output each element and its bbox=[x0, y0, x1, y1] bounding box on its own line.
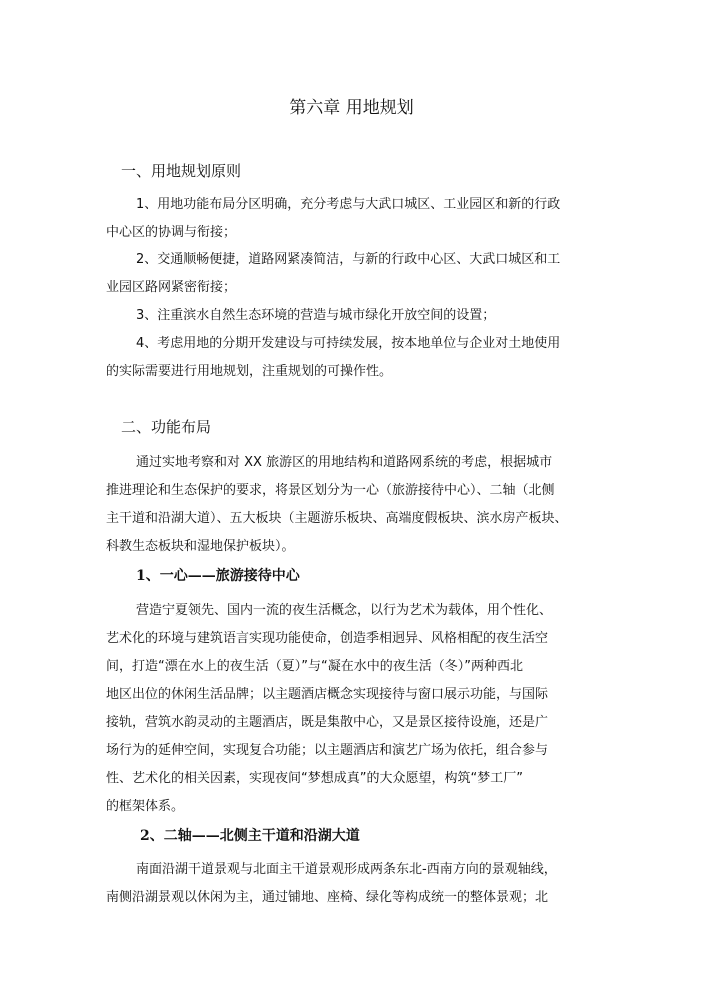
section-heading: 二、功能布局 bbox=[121, 418, 212, 436]
paragraph-line: 性、艺术化的相关因素，实现夜间“梦想成真”的大众愿望，构筑“梦工厂” bbox=[106, 771, 523, 786]
paragraph-line: 艺术化的环境与建筑语言实现功能使命，创造季相迥异、风格相配的夜生活空 bbox=[106, 631, 549, 646]
paragraph-line: 的实际需要进行用地规划，注重规划的可操作性。 bbox=[106, 364, 393, 379]
paragraph-line: 4、考虑用地的分期开发建设与可持续发展，按本地单位与企业对土地使用 bbox=[136, 336, 561, 351]
paragraph-line: 的框架体系。 bbox=[106, 799, 185, 814]
paragraph-line: 场行为的延伸空间，实现复合功能；以主题酒店和演艺广场为依托，组合参与 bbox=[106, 743, 549, 758]
paragraph-line: 地区出位的休闲生活品牌；以主题酒店概念实现接待与窗口展示功能，与国际 bbox=[106, 687, 549, 702]
paragraph-line: 2、交通顺畅便捷，道路网紧凑简洁，与新的行政中心区、大武口城区和工 bbox=[136, 252, 561, 267]
subsection-heading: 2、二轴——北侧主干道和沿湖大道 bbox=[140, 828, 360, 844]
paragraph-line: 3、注重滨水自然生态环境的营造与城市绿化开放空间的设置； bbox=[136, 308, 496, 323]
paragraph-line: 推进理论和生态保护的要求，将景区划分为一心（旅游接待中心）、二轴（北侧 bbox=[106, 483, 555, 498]
subsection-heading: 1、一心——旅游接待中心 bbox=[136, 568, 300, 584]
paragraph-line: 南侧沿湖景观以休闲为主，通过铺地、座椅、绿化等构成统一的整体景观；北 bbox=[106, 890, 549, 905]
paragraph-line: 通过实地考察和对 XX 旅游区的用地结构和道路网系统的考虑，根据城市 bbox=[136, 455, 553, 470]
paragraph-line: 接轨，营筑水韵灵动的主题酒店，既是集散中心，又是景区接待设施，还是广 bbox=[106, 715, 549, 730]
paragraph-line: 南面沿湖干道景观与北面主干道景观形成两条东北-西南方向的景观轴线， bbox=[136, 862, 557, 877]
paragraph-line: 业园区路网紧密衔接； bbox=[106, 280, 237, 295]
chapter-title: 第六章 用地规划 bbox=[289, 98, 414, 118]
paragraph-line: 间，打造“漂在水上的夜生活（夏）”与“凝在水中的夜生活（冬）”两种西北 bbox=[106, 659, 523, 674]
paragraph-line: 主干道和沿湖大道）、五大板块（主题游乐板块、高端度假板块、滨水房产板块、 bbox=[106, 511, 568, 526]
paragraph-line: 营造宁夏领先、国内一流的夜生活概念，以行为艺术为载体，用个性化、 bbox=[136, 603, 553, 618]
paragraph-line: 中心区的协调与衔接； bbox=[106, 225, 237, 240]
paragraph-line: 科教生态板块和湿地保护板块）。 bbox=[106, 539, 295, 554]
paragraph-line: 1、用地功能布局分区明确，充分考虑与大武口城区、工业园区和新的行政 bbox=[136, 197, 561, 212]
section-heading: 一、用地规划原则 bbox=[121, 162, 242, 180]
